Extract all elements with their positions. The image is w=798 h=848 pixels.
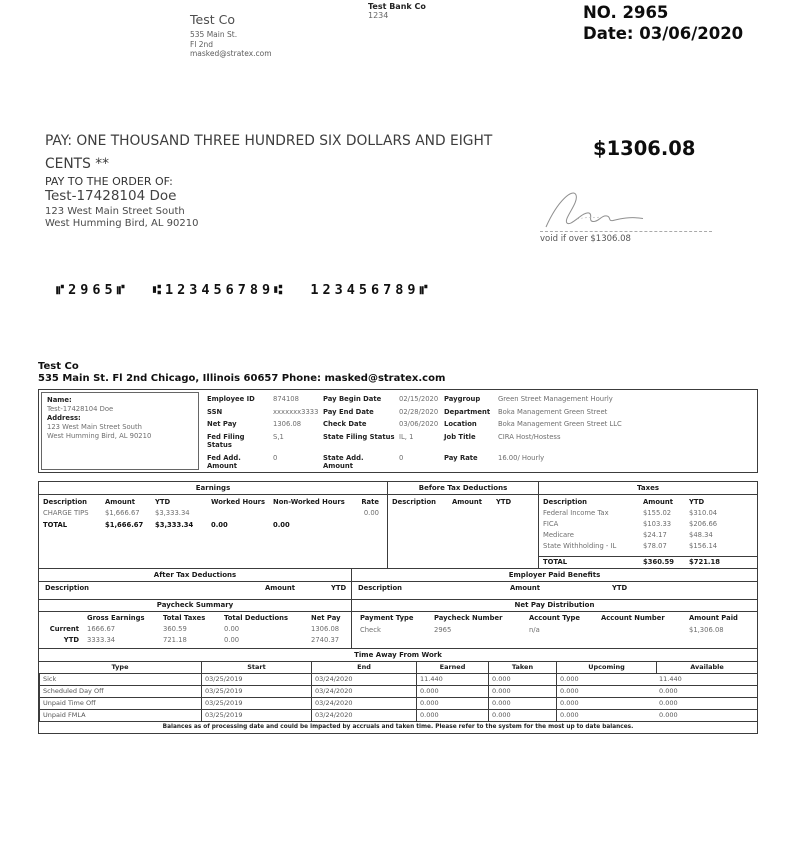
tax-amount: $103.33 xyxy=(643,519,672,528)
time-away-type: Unpaid FMLA xyxy=(39,710,201,722)
company-address-line2: Fl 2nd xyxy=(190,39,214,49)
time-away-type: Unpaid Time Off xyxy=(39,698,201,710)
tax-ytd: $156.14 xyxy=(689,542,718,551)
field-value: CIRA Host/Hostess xyxy=(498,432,561,441)
col-header: YTD xyxy=(155,497,171,506)
time-away-start: 03/25/2019 xyxy=(201,698,311,710)
earnings-table xyxy=(39,495,387,529)
col-header: Total Taxes xyxy=(163,614,206,622)
time-away-upcoming: 0.000 xyxy=(556,674,656,686)
col-header: Rate xyxy=(361,497,379,506)
distribution-account-number xyxy=(601,626,689,634)
time-away-end: 03/24/2020 xyxy=(311,710,416,722)
check-number: NO. 2965 xyxy=(583,3,669,22)
employee-name: Test-17428104 Doe xyxy=(47,405,114,413)
earnings-ytd: $3,333.34 xyxy=(155,509,190,517)
employee-address-line1: 123 West Main Street South xyxy=(47,423,142,431)
time-away-available: 11.440 xyxy=(656,674,757,686)
time-away-taken: 0.000 xyxy=(488,698,556,710)
col-header: Description xyxy=(45,583,89,592)
field-label: Pay Rate xyxy=(444,453,478,462)
earnings-amount: $1,666.67 xyxy=(105,509,140,517)
earnings-section xyxy=(39,482,388,568)
employer-benefits-headers xyxy=(352,582,757,599)
field-label: SSN xyxy=(207,407,223,416)
earnings-total-label: TOTAL xyxy=(43,520,68,529)
col-header: Total Deductions xyxy=(224,614,289,622)
field-value: 0 xyxy=(399,453,404,462)
bank-number: 1234 xyxy=(368,11,389,20)
field-value: 1306.08 xyxy=(273,420,302,428)
payee-address xyxy=(45,206,198,229)
earnings-worked-hours xyxy=(211,509,273,517)
bank-block xyxy=(368,2,426,20)
time-away-type: Sick xyxy=(39,674,201,686)
time-away-available: 0.000 xyxy=(656,710,757,722)
field-label: Employee ID xyxy=(207,395,255,403)
col-header: Amount xyxy=(643,497,673,506)
col-header: YTD xyxy=(689,497,705,506)
taxes-table xyxy=(539,495,757,506)
time-away-section xyxy=(39,649,757,733)
field-value: Boka Management Green Street LLC xyxy=(498,420,622,428)
col-header: Available xyxy=(656,662,757,674)
field-label: Net Pay xyxy=(207,420,237,428)
employee-name-address-cell xyxy=(41,392,199,470)
time-away-upcoming: 0.000 xyxy=(556,698,656,710)
col-header: Taken xyxy=(488,662,556,674)
col-header: Description xyxy=(43,497,87,506)
field-label: Pay End Date xyxy=(323,407,374,416)
col-header: Payment Type xyxy=(360,614,414,622)
time-away-end: 03/24/2020 xyxy=(311,686,416,698)
col-header: Upcoming xyxy=(556,662,656,674)
taxes-total-label: TOTAL xyxy=(543,558,568,566)
signature-image xyxy=(540,186,660,234)
tax-ytd: $48.34 xyxy=(689,530,713,539)
time-away-header-row xyxy=(39,662,757,674)
summary-deductions: 0.00 xyxy=(224,625,240,633)
pay-stub xyxy=(38,361,758,734)
tax-ytd: $310.04 xyxy=(689,508,718,517)
tax-description: Medicare xyxy=(543,530,574,539)
paycheck-summary-title: Paycheck Summary xyxy=(39,600,351,613)
time-away-end: 03/24/2020 xyxy=(311,698,416,710)
col-header: Worked Hours xyxy=(211,497,266,506)
time-away-end: 03/24/2020 xyxy=(311,674,416,686)
after-tax-section xyxy=(39,569,352,599)
time-away-rows xyxy=(39,674,757,722)
bank-name: Test Bank Co xyxy=(368,2,426,11)
time-away-upcoming: 0.000 xyxy=(556,686,656,698)
company-name: Test Co xyxy=(190,12,235,27)
before-tax-deductions-section xyxy=(388,482,539,568)
time-away-type: Scheduled Day Off xyxy=(39,686,201,698)
earnings-deductions-taxes xyxy=(39,482,757,569)
time-away-upcoming: 0.000 xyxy=(556,710,656,722)
summary-net: 2740.37 xyxy=(311,636,340,644)
col-header: Account Number xyxy=(601,614,665,622)
col-header: Amount Paid xyxy=(689,614,738,622)
earnings-total-amount: $1,666.67 xyxy=(105,520,144,529)
field-value: 874108 xyxy=(273,395,299,403)
field-value: 0 xyxy=(273,453,278,462)
pay-to-label: PAY TO THE ORDER OF: xyxy=(45,175,173,188)
paycheck-summary-table xyxy=(39,612,351,648)
pay-amount: $1306.08 xyxy=(593,137,696,160)
after-tax-employer-benefits xyxy=(39,569,757,600)
net-pay-distribution-table xyxy=(352,612,757,638)
stub-company-name: Test Co xyxy=(38,361,79,372)
time-away-earned: 0.000 xyxy=(416,698,488,710)
earnings-total-worked: 0.00 xyxy=(211,520,228,529)
field-label: Job Title xyxy=(444,432,476,441)
summary-row-label: YTD xyxy=(63,636,79,644)
col-header: Net Pay xyxy=(311,614,341,622)
stub-tables xyxy=(38,481,758,734)
earnings-total-ytd: $3,333.34 xyxy=(155,520,194,529)
summary-distribution xyxy=(39,600,757,650)
payee-address-line1: 123 West Main Street South xyxy=(45,206,185,217)
employee-fields-grid xyxy=(207,392,755,470)
net-pay-distribution-section xyxy=(352,600,757,649)
tax-description: Federal Income Tax xyxy=(543,508,609,517)
earnings-total-non-worked: 0.00 xyxy=(273,520,290,529)
field-label: Paygroup xyxy=(444,395,481,403)
col-header: End xyxy=(311,662,416,674)
col-header: Earned xyxy=(416,662,488,674)
employee-address-line2: West Humming Bird, AL 90210 xyxy=(47,432,152,440)
taxes-total-amount: $360.59 xyxy=(643,558,674,566)
time-away-start: 03/25/2019 xyxy=(201,674,311,686)
payee-address-line2: West Humming Bird, AL 90210 xyxy=(45,217,199,229)
taxes-rows xyxy=(539,506,757,551)
field-value: Green Street Management Hourly xyxy=(498,395,613,403)
summary-gross: 1666.67 xyxy=(87,625,116,633)
micr-line: ⑈2965⑈ ⑆123456789⑆ 123456789⑈ xyxy=(56,282,432,298)
col-header: Description xyxy=(392,497,436,506)
spacer xyxy=(39,614,87,622)
company-block xyxy=(190,12,272,59)
col-header: Start xyxy=(201,662,311,674)
time-away-earned: 11.440 xyxy=(416,674,488,686)
employer-benefits-section xyxy=(352,569,757,599)
summary-gross: 3333.34 xyxy=(87,636,116,644)
col-header: Gross Earnings xyxy=(87,614,145,622)
earnings-title: Earnings xyxy=(39,482,387,495)
pay-amount-words: PAY: ONE THOUSAND THREE HUNDRED SIX DOLLARS AND EIGHT CENTS ** xyxy=(45,133,493,172)
field-value: Boka Management Green Street xyxy=(498,407,608,416)
field-label: Fed Filing Status xyxy=(207,432,245,449)
employee-info-box xyxy=(38,389,758,473)
col-header: Non-Worked Hours xyxy=(273,497,345,506)
field-label: Pay Begin Date xyxy=(323,395,382,403)
summary-deductions: 0.00 xyxy=(224,636,240,644)
tax-amount: $155.02 xyxy=(643,508,672,517)
before-tax-title: Before Tax Deductions xyxy=(388,482,538,495)
field-value: 02/15/2020 xyxy=(399,395,439,403)
col-header: Type xyxy=(39,662,201,674)
time-away-taken: 0.000 xyxy=(488,674,556,686)
field-value: S,1 xyxy=(273,432,284,441)
tax-amount: $78.07 xyxy=(643,542,667,551)
col-header: Amount xyxy=(265,583,295,592)
time-away-taken: 0.000 xyxy=(488,686,556,698)
earnings-description: CHARGE TIPS xyxy=(43,509,89,517)
distribution-account-type: n/a xyxy=(529,626,540,634)
time-away-taken: 0.000 xyxy=(488,710,556,722)
employee-name-label: Name: xyxy=(47,396,72,404)
taxes-total-ytd: $721.18 xyxy=(689,558,720,566)
col-header: Amount xyxy=(105,497,135,506)
field-value: IL, 1 xyxy=(399,432,414,441)
col-header: Account Type xyxy=(529,614,581,622)
col-header: Description xyxy=(358,583,402,592)
field-label: Check Date xyxy=(323,420,367,428)
check-number-block xyxy=(583,2,743,44)
tax-description: State Withholding - IL xyxy=(543,542,617,551)
taxes-total-row xyxy=(539,556,757,569)
summary-taxes: 360.59 xyxy=(163,625,187,633)
taxes-title: Taxes xyxy=(539,482,757,495)
tax-description: FICA xyxy=(543,519,559,528)
col-header: YTD xyxy=(331,583,347,592)
void-note: void if over $1306.08 xyxy=(540,234,631,244)
stub-company-info: 535 Main St. Fl 2nd Chicago, Illinois 60657 Phone: masked@stratex.com xyxy=(38,373,446,384)
paycheck-summary-section xyxy=(39,600,352,649)
col-header: Paycheck Number xyxy=(434,614,503,622)
after-tax-title: After Tax Deductions xyxy=(39,569,351,582)
field-label: Department xyxy=(444,407,491,416)
payee-name: Test-17428104 Doe xyxy=(45,188,177,204)
time-away-title: Time Away From Work xyxy=(39,649,757,662)
distribution-amount-paid: $1,306.08 xyxy=(689,626,724,634)
summary-net: 1306.08 xyxy=(311,625,340,633)
time-away-start: 03/25/2019 xyxy=(201,686,311,698)
time-away-earned: 0.000 xyxy=(416,686,488,698)
time-away-available: 0.000 xyxy=(656,698,757,710)
earnings-total-rate xyxy=(361,521,381,529)
field-label: Fed Add. Amount xyxy=(207,453,241,470)
after-tax-headers xyxy=(39,582,351,599)
col-header: YTD xyxy=(612,583,628,592)
col-header: YTD xyxy=(496,497,512,506)
time-away-earned: 0.000 xyxy=(416,710,488,722)
summary-taxes: 721.18 xyxy=(163,636,187,644)
field-label: State Filing Status xyxy=(323,432,395,441)
col-header: Description xyxy=(543,497,587,506)
field-value: xxxxxxx3333 xyxy=(273,407,319,416)
before-tax-table xyxy=(388,495,538,506)
earnings-non-worked-hours xyxy=(273,509,361,517)
signature-line xyxy=(540,231,712,232)
field-value: 03/06/2020 xyxy=(399,420,439,428)
employer-benefits-title: Employer Paid Benefits xyxy=(352,569,757,582)
distribution-paycheck-number: 2965 xyxy=(434,626,452,634)
tax-amount: $24.17 xyxy=(643,530,667,539)
distribution-payment-type: Check xyxy=(360,626,381,634)
net-pay-distribution-title: Net Pay Distribution xyxy=(352,600,757,613)
company-email: masked@stratex.com xyxy=(190,49,272,58)
company-address-line1: 535 Main St. xyxy=(190,30,238,39)
employee-address-label: Address: xyxy=(47,414,81,422)
earnings-rate: 0.00 xyxy=(363,509,379,517)
time-away-available: 0.000 xyxy=(656,686,757,698)
field-value: 16.00/ Hourly xyxy=(498,453,545,462)
time-away-note: Balances as of processing date and could be impacted by accruals and taken time. Please refer to the system for the most up to date balances. xyxy=(162,723,634,730)
check-date: Date: 03/06/2020 xyxy=(583,24,744,43)
field-label: State Add. Amount xyxy=(323,453,364,470)
time-away-start: 03/25/2019 xyxy=(201,710,311,722)
field-value: 02/28/2020 xyxy=(399,407,439,416)
taxes-section xyxy=(539,482,757,568)
col-header: Amount xyxy=(452,497,482,506)
field-label: Location xyxy=(444,420,477,428)
summary-row-label: Current xyxy=(49,625,79,633)
tax-ytd: $206.66 xyxy=(689,519,718,528)
col-header: Amount xyxy=(510,583,540,592)
